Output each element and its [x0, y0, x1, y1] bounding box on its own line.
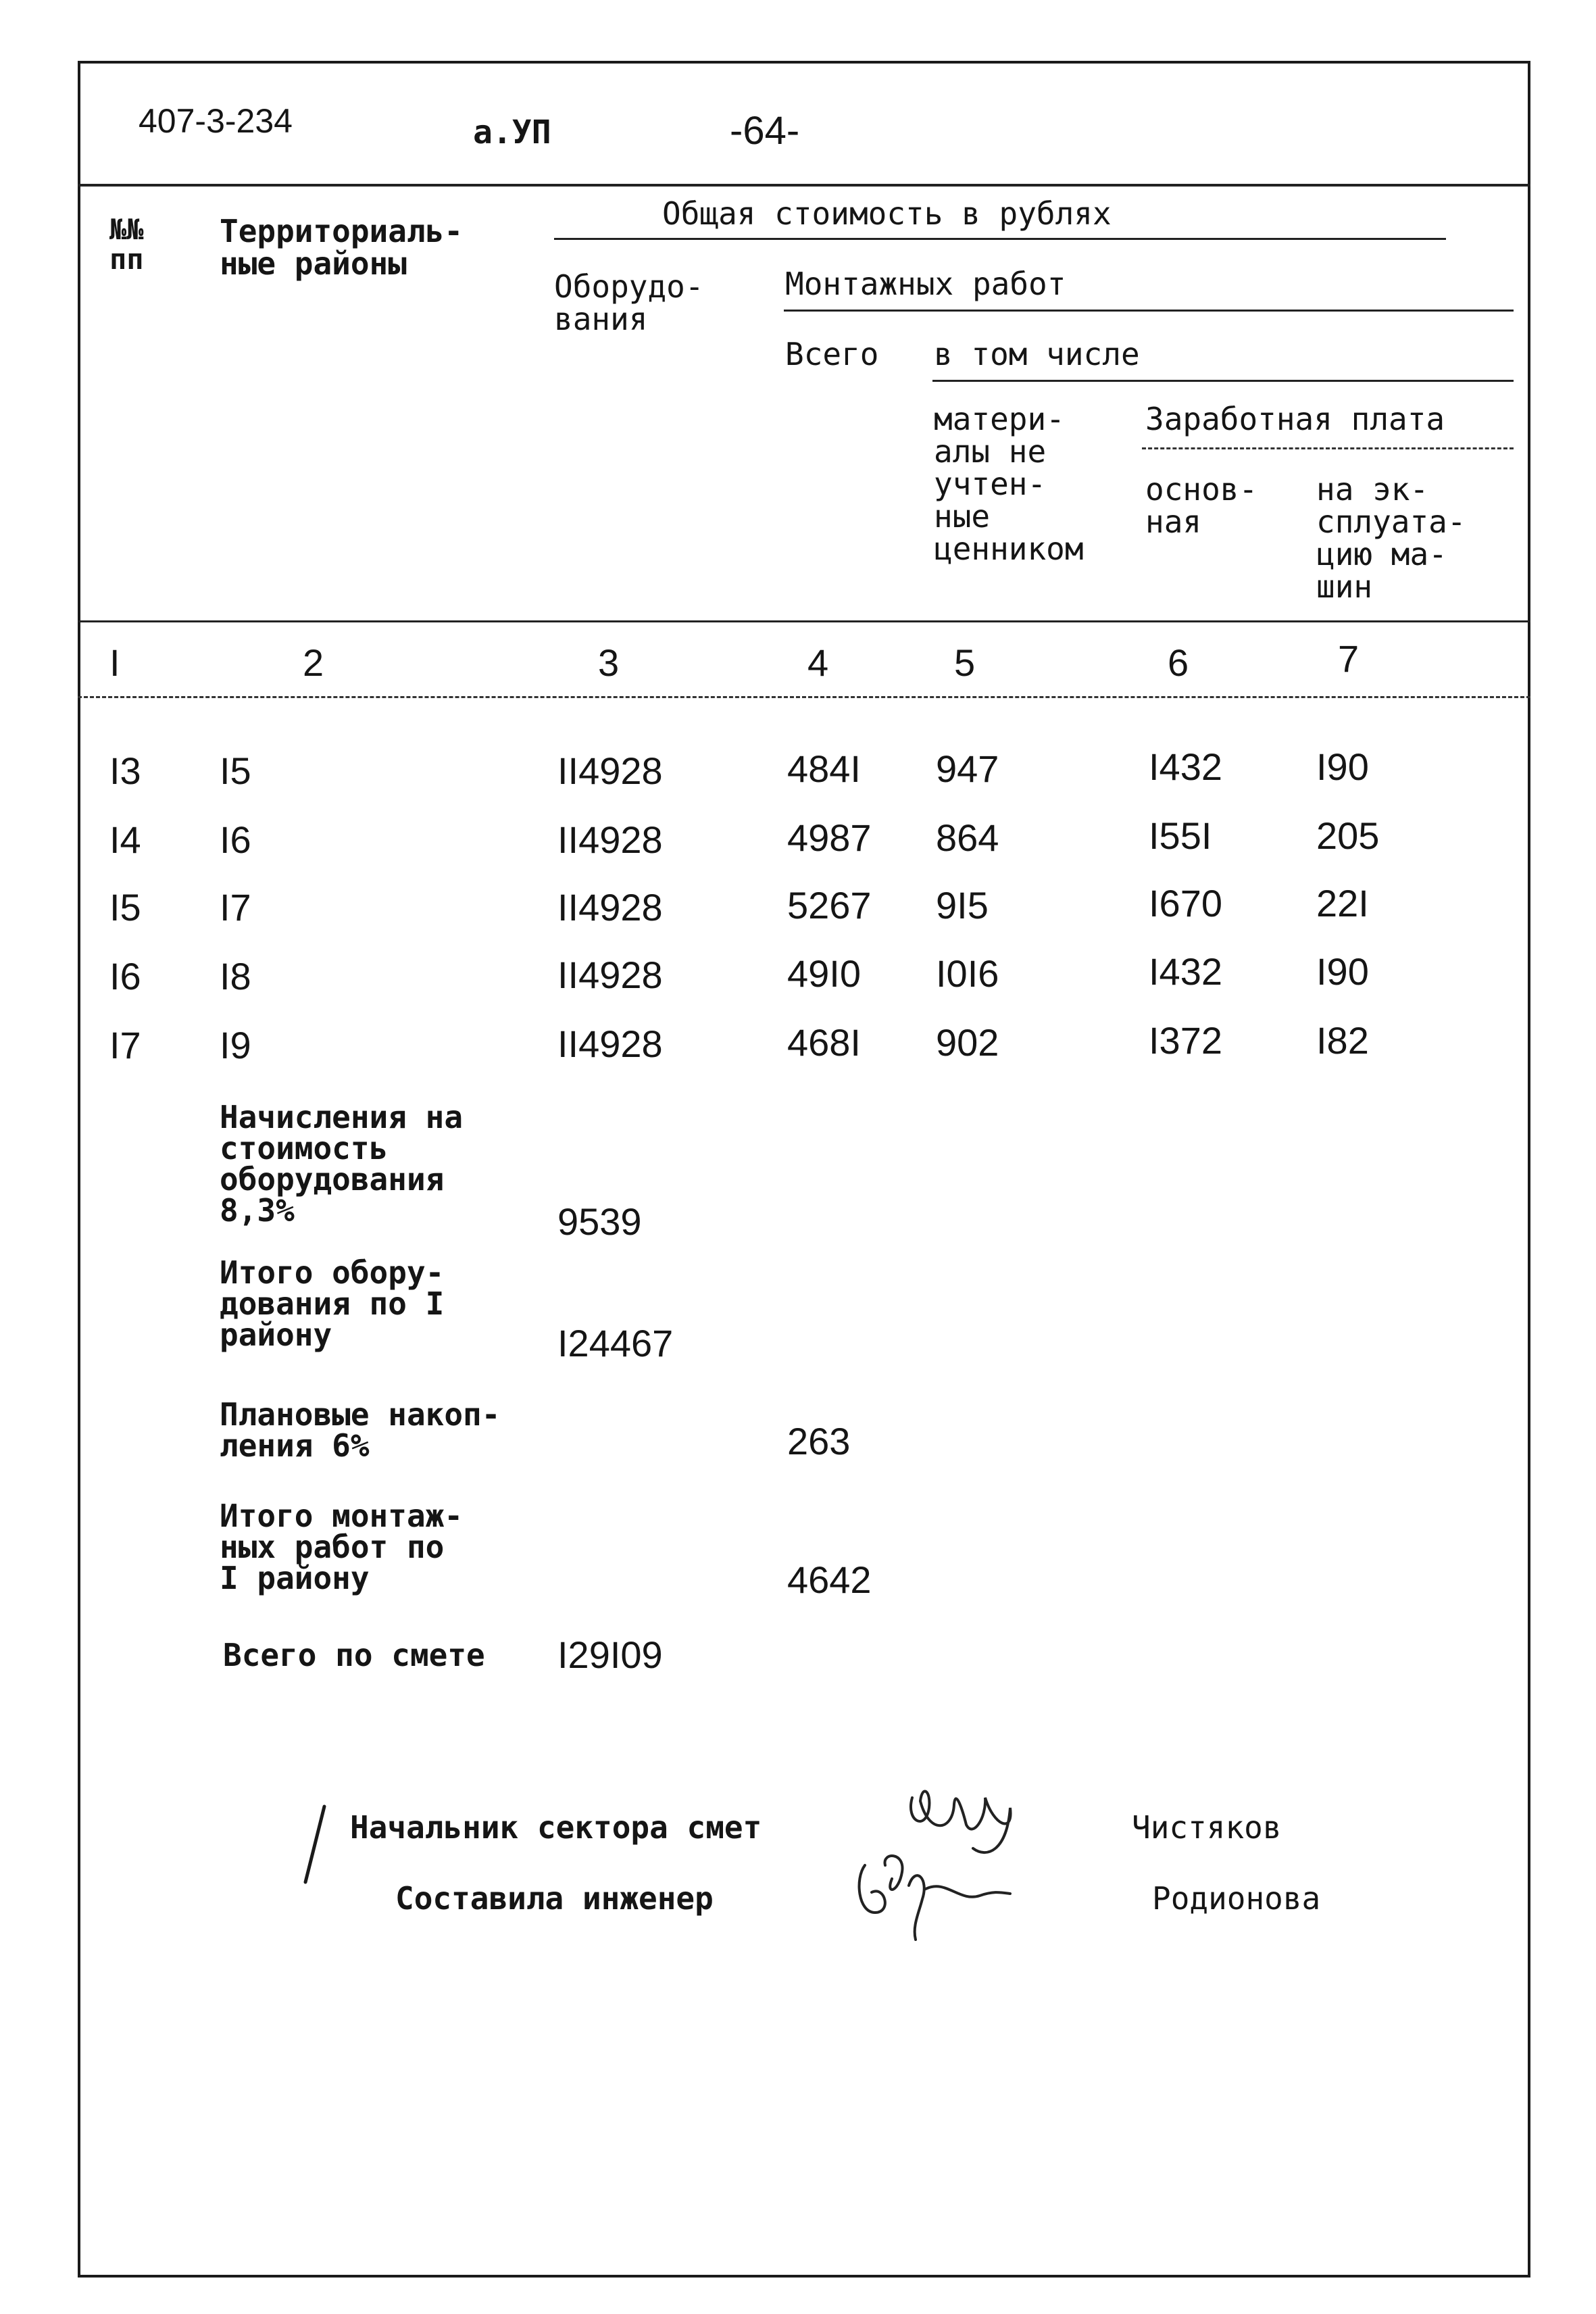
col-number-1: I — [109, 641, 120, 684]
col-no-header: №№ пп — [109, 213, 144, 276]
including-underline — [932, 380, 1514, 382]
signatory-name-head: Чистяков — [1132, 1809, 1282, 1846]
col-number-4: 4 — [807, 641, 829, 684]
row-salary-main: I55I — [1149, 814, 1212, 857]
signature-engineer — [845, 1838, 1020, 1946]
header-divider — [78, 184, 1530, 187]
materials-header: матери- алы не учтен- ные ценником — [934, 401, 1084, 567]
row-salary-main: I670 — [1149, 882, 1222, 925]
row-no: I6 — [109, 955, 141, 998]
row-salary-main: I372 — [1149, 1019, 1222, 1062]
row-materials: 947 — [936, 747, 999, 790]
col-number-3: 3 — [598, 641, 620, 684]
margin-slash-mark — [297, 1801, 338, 1889]
row-salary-machines: I82 — [1316, 1019, 1369, 1062]
row-materials: 902 — [936, 1021, 999, 1064]
row-equipment: II4928 — [557, 1023, 663, 1065]
summary-label-grand-total: Всего по смете — [223, 1637, 485, 1673]
row-total: 468I — [787, 1021, 861, 1064]
row-total: 4987 — [787, 816, 872, 859]
salary-underline — [1142, 447, 1514, 449]
row-salary-main: I432 — [1149, 950, 1222, 993]
including-header: в том числе — [934, 336, 1140, 372]
row-salary-machines: 205 — [1316, 814, 1380, 857]
signatory-name-engineer: Родионова — [1152, 1880, 1321, 1917]
row-equipment: II4928 — [557, 818, 663, 861]
row-no: I4 — [109, 818, 141, 861]
row-region: I9 — [220, 1024, 251, 1066]
row-no: I3 — [109, 749, 141, 792]
summary-label-planned-savings: Плановые накоп- ления 6% — [220, 1396, 501, 1464]
row-total: 5267 — [787, 884, 872, 927]
summary-label-surcharge: Начисления на стоимость оборудования 8,3% — [220, 1099, 464, 1229]
summary-value-grand-total: I29I09 — [557, 1633, 663, 1676]
row-region: I6 — [220, 818, 251, 861]
row-total: 49I0 — [787, 952, 861, 995]
summary-value-installation-total: 4642 — [787, 1558, 872, 1601]
summary-label-installation-total: Итого монтаж- ных работ по I району — [220, 1498, 464, 1596]
total-header: Всего — [785, 336, 879, 372]
summary-label-equipment-total: Итого обору- дования по I району — [220, 1254, 445, 1353]
row-salary-machines: 22I — [1316, 882, 1369, 925]
row-materials: 864 — [936, 816, 999, 859]
installation-header: Монтажных работ — [785, 266, 1066, 302]
salary-machines-header: на эк- сплуата- цию ма- шин — [1316, 471, 1466, 605]
row-no: I7 — [109, 1024, 141, 1066]
signatory-role-head: Начальник сектора смет — [350, 1809, 762, 1846]
row-region: I5 — [220, 749, 251, 792]
column-numbers-rule — [78, 696, 1530, 698]
col-region-header: Территориаль- ные районы — [220, 213, 464, 282]
installation-underline — [784, 310, 1514, 312]
col-number-6: 6 — [1168, 641, 1189, 684]
signatory-role-engineer: Составила инженер — [395, 1880, 714, 1917]
row-no: I5 — [109, 886, 141, 929]
row-equipment: II4928 — [557, 954, 663, 996]
row-salary-machines: I90 — [1316, 950, 1369, 993]
col-number-2: 2 — [303, 641, 324, 684]
row-equipment: II4928 — [557, 886, 663, 929]
row-region: I7 — [220, 886, 251, 929]
salary-header: Заработная плата — [1145, 401, 1445, 437]
summary-value-equipment-total: I24467 — [557, 1322, 674, 1364]
total-cost-header: Общая стоимость в рублях — [662, 195, 1112, 232]
album-code: a.УП — [473, 114, 551, 151]
col-number-7: 7 — [1338, 637, 1360, 680]
summary-value-surcharge: 9539 — [557, 1200, 642, 1243]
row-salary-machines: I90 — [1316, 745, 1369, 788]
row-equipment: II4928 — [557, 749, 663, 792]
summary-value-planned-savings: 263 — [787, 1420, 851, 1462]
header-bottom-rule — [78, 620, 1530, 622]
page-number: -64- — [730, 109, 800, 153]
row-materials: 9I5 — [936, 884, 989, 927]
equipment-header: Оборудо- вания — [554, 268, 704, 337]
total-cost-underline — [554, 238, 1446, 240]
row-total: 484I — [787, 747, 861, 790]
row-region: I8 — [220, 955, 251, 998]
document-code: 407-3-234 — [139, 102, 293, 140]
salary-main-header: основ- ная — [1145, 471, 1258, 540]
row-salary-main: I432 — [1149, 745, 1222, 788]
row-materials: I0I6 — [936, 952, 999, 995]
col-number-5: 5 — [954, 641, 976, 684]
